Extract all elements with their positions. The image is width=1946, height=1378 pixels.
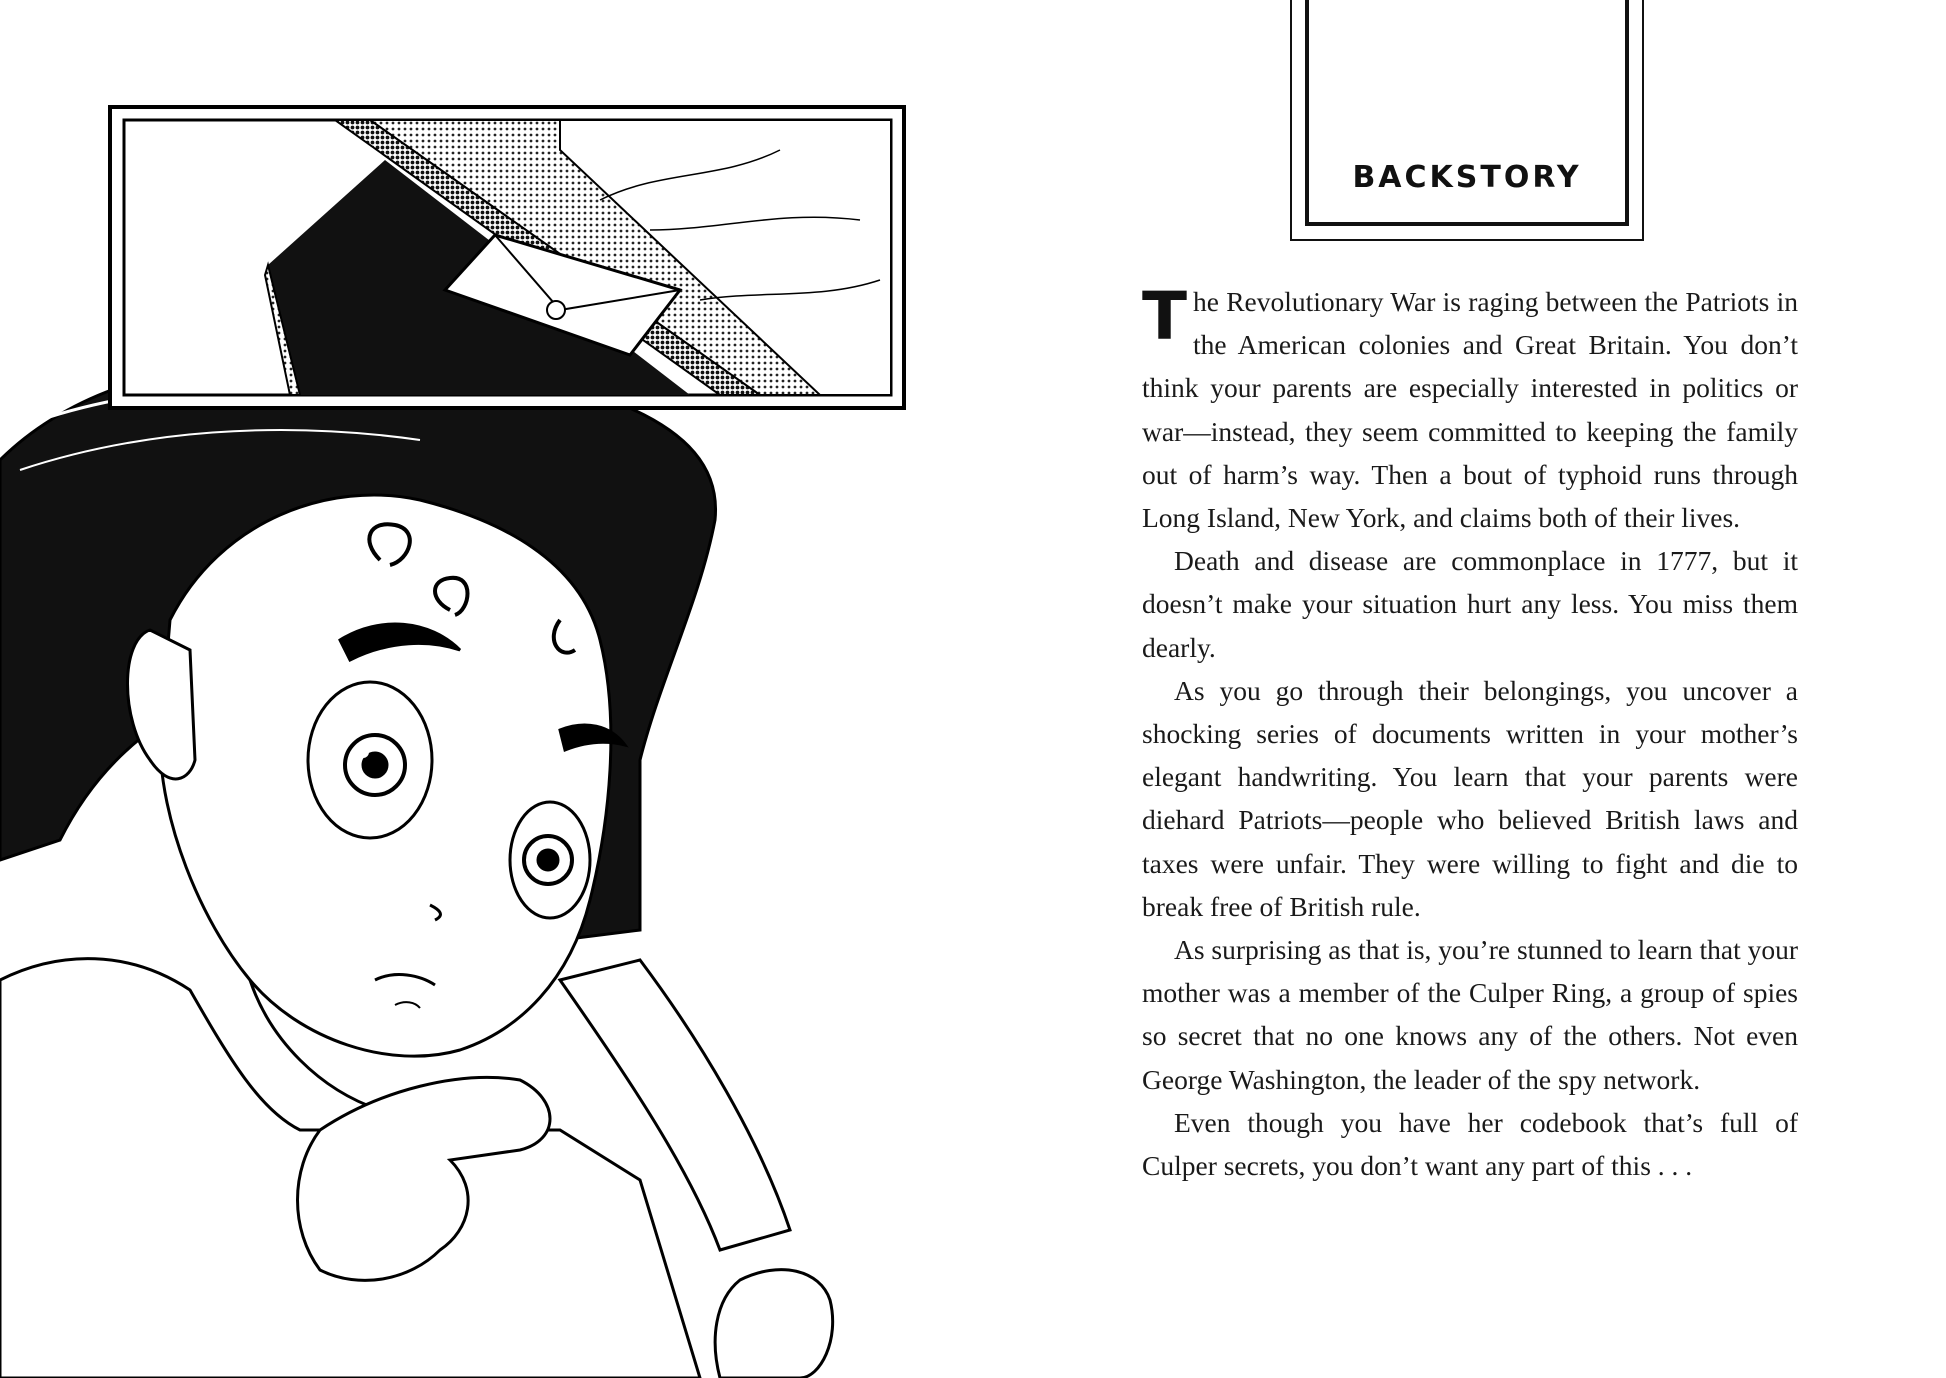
paragraph: Death and disease are commonplace in 1777, but it doesn’t make your situation hurt any less. You miss them dearly. [1142,545,1798,663]
comic-illustration [0,0,930,1378]
paragraph: As surprising as that is, you’re stunned to learn that your mother was a member of the Culper Ring, a group of spies so secret that no one knows any of the others. Not even George Washington, the leader of the spy network. [1142,934,1798,1095]
body-text [1142,280,1798,1187]
heading-box-inner [1305,0,1629,226]
drop-cap: T [1142,278,1188,355]
heading-box [1290,0,1644,241]
girl-figure [0,368,833,1378]
section-heading: BACKSTORY [1352,160,1582,195]
paragraph: Even though you have her codebook that’s full of Culper secrets, you don’t want any part of this . . . [1142,1106,1798,1182]
paragraph: As you go through their belongings, you uncover a shocking series of documents written in your mother’s elegant handwriting. You learn that your parents were diehard Patriots—people who believed British laws and taxes were unfair. They were willing to fight and die to break free of British rule. [1142,674,1798,922]
inset-panel [110,107,904,408]
paragraph: The Revolutionary War is raging between the Patriots in the American colonies and Great Britain. You don’t think your parents are especially interested in politics or war—instead, they seem committed to keeping the family out of harm’s way. Then a bout of typhoid runs through Long Island, New York, and claims both of their lives. [1142,278,1798,534]
